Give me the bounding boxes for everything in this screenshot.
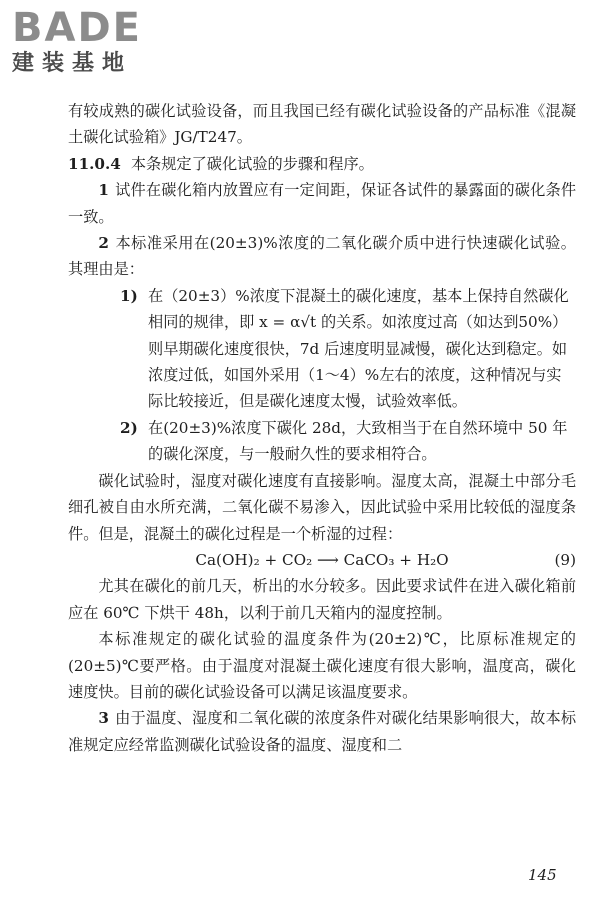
sub-item-1-number: 1) [120,286,138,305]
logo-subtitle: 建装基地 [12,51,133,76]
paragraph-humidity: 碳化试验时，湿度对碳化速度有直接影响。湿度太高，混凝土中部分毛细孔被自由水所充满，二氧化碳不易渗入，因此试验中采用比较低的湿度条件。但是，混凝土的碳化过程是一个析湿的过程： [68,471,576,543]
paragraph-temperature: 本标准规定的碳化试验的温度条件为(20±2)℃，比原标准规定的(20±5)℃要严格。由于温度对混凝土碳化速度有很大影响，温度高，碳化速度快。目前的碳化试验设备可以满足该温度要求。 [68,630,576,701]
item-2 [68,230,576,283]
sub-item-2-number: 2) [120,418,138,437]
sub-item-1 [120,283,576,415]
sub-item-2 [120,415,576,468]
formula-line [68,547,576,573]
section-number: 11.0.4 [68,154,121,173]
chemical-equation: Ca(OH)₂ + CO₂ ⟶ CaCO₃ + H₂O [195,550,449,569]
item-3-number: 3 [98,709,109,728]
item-3 [68,705,576,758]
item-3-text: 由于温度、湿度和二氧化碳的浓度条件对碳化结果影响很大，故本标准规定应经常监测碳化试验设备的温度、湿度和二 [68,709,576,754]
paragraph-drying: 尤其在碳化的前几天，析出的水分较多。因此要求试件在进入碳化箱前应在 60℃ 下烘干 48h，以利于前几天箱内的湿度控制。 [68,577,576,622]
page-body [68,98,576,758]
item-2-number: 2 [98,234,109,253]
equation-number: (9) [554,550,576,569]
sub-item-1-text: 在（20±3）%浓度下混凝土的碳化速度，基本上保持自然碳化相同的规律，即 x = α√t 的关系。如浓度过高（如达到50%）则早期碳化速度很快，7d 后速度明显减慢，碳化达到稳定。如浓度过低，如国外采用（1～4）%左右的浓度，这种情况与实际比较接近，但是碳化速度太慢，试验效率低。 [148,286,569,411]
logo-wordmark: BADE [12,5,142,51]
item-2-text: 本标准采用在(20±3)%浓度的二氧化碳介质中进行快速碳化试验。其理由是： [68,234,576,279]
item-1-text: 试件在碳化箱内放置应有一定间距，保证各试件的暴露面的碳化条件一致。 [68,181,576,226]
sub-item-2-text: 在(20±3)%浓度下碳化 28d，大致相当于在自然环境中 50 年的碳化深度，与一般耐久性的要求相符合。 [148,418,568,464]
paragraph-continuation: 有较成熟的碳化试验设备，而且我国已经有碳化试验设备的产品标准《混凝土碳化试验箱》JG/T247。 [68,102,576,147]
item-1-number: 1 [98,181,109,200]
section-text: 本条规定了碳化试验的步骤和程序。 [130,154,374,173]
page-number: 145 [528,866,557,884]
section-heading [68,151,576,177]
publisher-logo [12,6,142,78]
item-1 [68,177,576,230]
